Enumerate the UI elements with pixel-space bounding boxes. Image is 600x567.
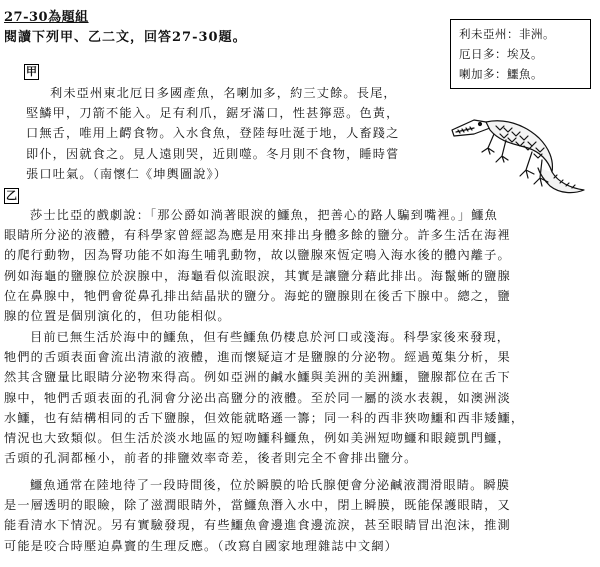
passage-yi-line: 眼睛所分泌的液體，有科學家曾經認為應是用來排出身體多餘的鹽分。許多生活在海裡	[4, 228, 511, 243]
passage-yi-line: 能看清水下情況。另有實驗發現，有些鱷魚會邊進食邊流淚，甚至眼睛冒出泡沫，推測	[4, 518, 511, 533]
passage-jia-line: 口無舌，唯用上齶食物。入水食魚，登陸每吐涎于地，人畜踐之	[26, 126, 400, 141]
passage-yi-paragraph-3	[4, 475, 594, 556]
passage-yi-line: 莎士比亞的戲劇說：「那公爵如淌著眼淚的鱷魚，把善心的路人騙到嘴裡。」鱷魚	[30, 208, 498, 222]
passage-yi-line: 是一層透明的眼瞼，除了滋潤眼睛外，當鱷魚潛入水中，閉上瞬膜，既能保護眼睛，又	[4, 498, 511, 513]
passage-yi-line: 鱷魚通常在陸地待了一段時間後，位於瞬膜的哈氏腺便會分泌鹹液潤滑眼睛。瞬膜	[30, 478, 511, 492]
label-jia: 甲	[26, 65, 37, 78]
passage-jia-line: 張口吐氣。（南懷仁《坤輿圖說》）	[26, 166, 228, 181]
note-item: 利未亞州：非洲。	[459, 27, 555, 41]
passage-yi-line: 例如海龜的鹽腺位於淚腺中，海龜看似流眼淚，其實是讓鹽分藉此排出。海鬣蜥的鹽腺	[4, 268, 511, 283]
note-item: 喇加多：鱷魚。	[459, 67, 543, 81]
passage-yi-paragraph-1	[4, 205, 594, 326]
passage-jia-line: 即仆，因就食之。見人遠則哭，近則噬。冬月則不食物，睡時嘗	[26, 146, 400, 161]
passage-jia-line: 利未亞州東北厄日多國產魚，名喇加多，約三丈餘。長尾，	[50, 86, 397, 100]
annotation-box	[450, 19, 591, 89]
passage-yi-line: 水鱷，也有結構相同的舌下鹽腺，但效能就略遜一籌；同一科的西非狹吻鱷和西非矮鱷，	[4, 410, 525, 425]
passage-yi-line: 可能是咬合時壓迫鼻竇的生理反應。（改寫自國家地理雜誌中文網）	[4, 538, 399, 553]
passage-jia-line: 堅鱗甲，刀箭不能入。足有利爪，鋸牙滿口，性甚獰惡。色黃，	[26, 106, 400, 121]
passage-yi-line: 位在鼻腺中，牠們會從鼻孔排出結晶狀的鹽分。海蛇的鹽腺則在後舌下腺中。總之，鹽	[4, 288, 511, 303]
passage-yi-line: 腺中，牠們舌頭表面的孔洞會分泌出高鹽分的液體。至於同一屬的淡水表親，如澳洲淡	[4, 390, 511, 405]
passage-jia	[26, 83, 444, 184]
passage-yi-line: 舌頭的孔洞都極小，前者的排鹽效率奇差，後者則完全不會排出鹽分。	[4, 451, 418, 466]
passage-yi-line: 的爬行動物，因為腎功能不如海生哺乳動物，故以鹽腺來恆定鳴入海水後的體內離子。	[4, 248, 511, 263]
instruction: 閱讀下列甲、乙二文，回答27-30題。	[4, 30, 247, 45]
passage-yi-paragraph-2	[4, 327, 594, 468]
group-title: 27-30為題組	[4, 10, 89, 25]
passage-yi-line: 腺的位置是個別演化的，但功能相似。	[4, 309, 231, 324]
note-item: 厄日多：埃及。	[459, 47, 543, 61]
passage-yi-line: 目前已無生活於海中的鱷魚，但有些鱷魚仍棲息於河口或淺海。科學家後來發現，	[30, 330, 511, 344]
passage-yi-line: 情況也大致類似。但生活於淡水地區的短吻鱷科鱷魚，例如美洲短吻鱷和眼鏡凱門鱷，	[4, 431, 511, 446]
label-yi: 乙	[6, 189, 17, 202]
passage-yi-line: 然其含鹽量比眼睛分泌物來得高。例如亞洲的鹹水鱷與美洲的美洲鱷，鹽腺都位在舌下	[4, 370, 511, 385]
passage-yi-line: 牠們的舌頭表面會流出清澈的液體，進而懷疑這才是鹽腺的分泌物。經過蒐集分析，果	[4, 350, 511, 365]
crocodile-illustration	[444, 90, 594, 210]
